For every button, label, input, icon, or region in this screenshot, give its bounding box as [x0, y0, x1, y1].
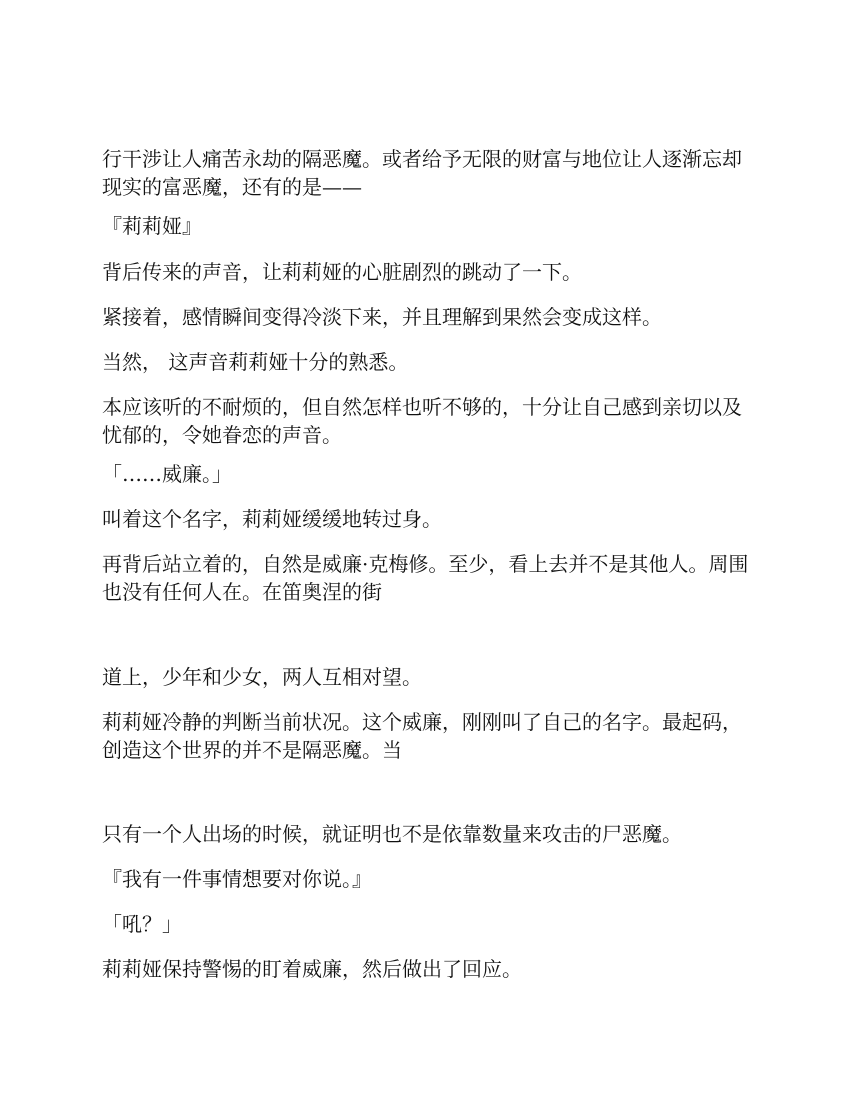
- paragraph: 「……威廉。」: [102, 462, 232, 486]
- paragraph: 『我有一件事情想要对你说。』: [102, 867, 372, 891]
- paragraph: 行干涉让人痛苦永劫的隔恶魔。或者给予无限的财富与地位让人逐渐忘却现实的富恶魔，还有的是——: [102, 147, 742, 199]
- paragraph: 莉莉娅保持警惕的盯着威廉，然后做出了回应。: [102, 957, 522, 981]
- paragraph: 只有一个人出场的时候，就证明也不是依靠数量来攻击的尸恶魔。: [102, 822, 682, 846]
- paragraph: 莉莉娅冷静的判断当前状况。这个威廉，刚刚叫了自己的名字。最起码，创造这个世界的并不是隔恶魔。当: [102, 710, 742, 762]
- paragraph: 本应该听的不耐烦的，但自然怎样也听不够的，十分让自己感到亲切以及忧郁的，令她眷恋的声音。: [102, 395, 742, 447]
- paragraph: 背后传来的声音，让莉莉娅的心脏剧烈的跳动了一下。: [102, 260, 582, 284]
- paragraph: 「吼？」: [102, 912, 182, 936]
- paragraph: 再背后站立着的，自然是威廉·克梅修。至少，看上去并不是其他人。周围也没有任何人在。在笛奥涅的街: [102, 552, 749, 604]
- paragraph: 紧接着，感情瞬间变得冷淡下来，并且理解到果然会变成这样。: [102, 305, 662, 329]
- paragraph: 当然， 这声音莉莉娅十分的熟悉。: [102, 350, 409, 374]
- paragraph: 叫着这个名字，莉莉娅缓缓地转过身。: [102, 507, 442, 531]
- paragraph: 道上，少年和少女，两人互相对望。: [102, 665, 422, 689]
- paragraph: 『莉莉娅』: [102, 214, 202, 238]
